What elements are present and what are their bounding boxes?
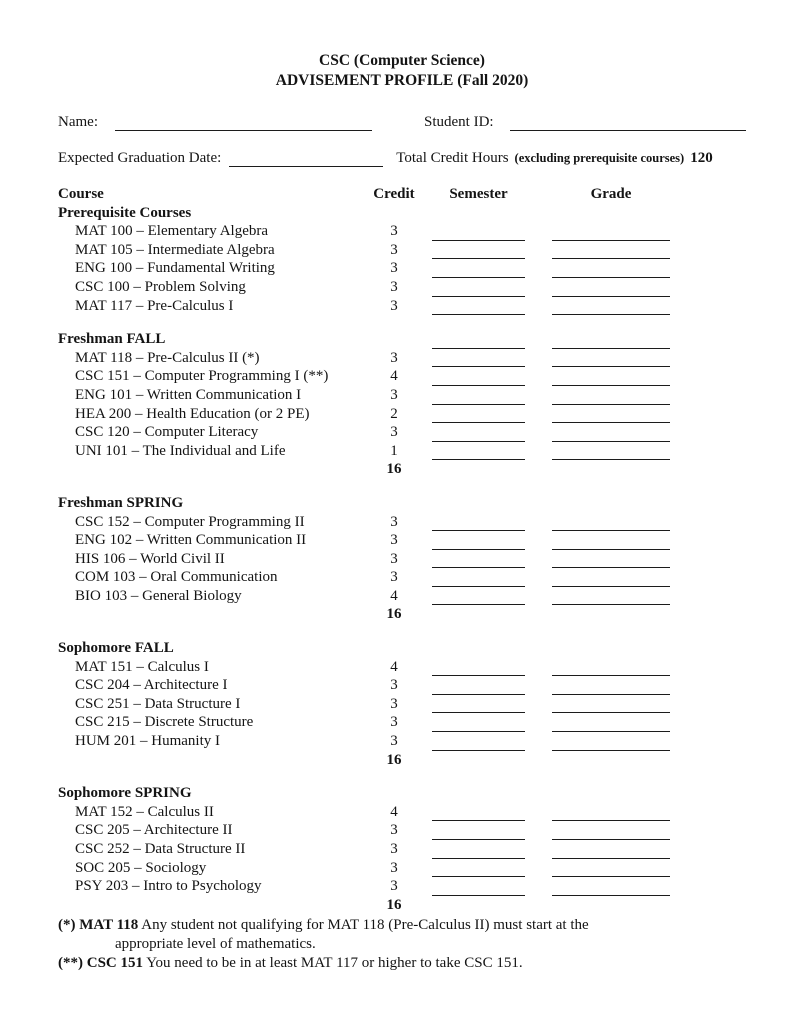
grade-field[interactable] [552,551,670,568]
course-row [58,568,746,587]
course-name: CSC 204 – Architecture I [75,677,228,694]
course-name: CSC 205 – Architecture II [75,822,233,839]
course-credit: 3 [390,859,398,876]
course-row [58,840,746,859]
course-credit: 3 [390,386,398,403]
semester-field[interactable] [432,879,525,896]
student-id-label: Student ID: [424,114,494,130]
section-heading-row [58,639,746,658]
course-credit: 3 [390,241,398,258]
course-name: SOC 205 – Sociology [75,859,207,876]
grade-field[interactable] [552,514,670,531]
semester-field[interactable] [432,551,525,568]
course-name: CSC 152 – Computer Programming II [75,513,305,530]
grade-field[interactable] [552,425,670,442]
course-row [58,713,746,732]
course-section [58,639,746,769]
footnote [58,916,746,953]
course-row [58,297,746,316]
course-row [58,803,746,822]
course-row [58,367,746,386]
semester-field[interactable] [432,804,525,821]
section-total-row [58,896,746,915]
semester-field[interactable] [432,425,525,442]
course-name: CSC 100 – Problem Solving [75,278,246,295]
course-credit: 3 [390,878,398,895]
grade-field[interactable] [552,715,670,732]
grade-blank-line[interactable] [552,332,670,349]
semester-field[interactable] [432,298,525,315]
course-row [58,695,746,714]
course-row [58,442,746,461]
section-total-row [58,460,746,479]
section-heading-row [58,204,746,223]
course-row [58,259,746,278]
course-credit: 4 [390,803,398,820]
grade-column-header: Grade [590,186,632,202]
course-column-header: Course [58,186,104,202]
course-credit: 4 [390,587,398,604]
section-rows [58,513,746,606]
course-credit: 3 [390,513,398,530]
course-credit: 3 [390,714,398,731]
course-row [58,423,746,442]
course-name: ENG 100 – Fundamental Writing [75,260,275,277]
course-name: CSC 251 – Data Structure I [75,695,241,712]
course-row [58,405,746,424]
course-row [58,222,746,241]
course-credit: 3 [390,822,398,839]
course-row [58,821,746,840]
section-total: 16 [386,896,402,913]
course-credit: 3 [390,532,398,549]
course-name: ENG 101 – Written Communication I [75,386,302,403]
footnote-marker: (*) [58,917,76,934]
name-label: Name: [58,114,98,130]
course-name: BIO 103 – General Biology [75,587,242,604]
section-heading: Sophomore FALL [58,640,174,657]
name-id-row [58,111,746,131]
grade-field[interactable] [552,842,670,859]
course-section [58,784,746,914]
section-total: 16 [386,461,402,478]
course-row [58,550,746,569]
course-row [58,658,746,677]
course-credit: 3 [390,297,398,314]
grade-field[interactable] [552,804,670,821]
grade-field[interactable] [552,570,670,587]
section-heading-row [58,330,746,349]
grade-field[interactable] [552,696,670,713]
grade-field[interactable] [552,734,670,751]
course-credit: 3 [390,841,398,857]
section-heading-row [58,784,746,803]
footnote-marker: (**) [58,954,83,971]
footnote-text: Any student not qualifying for MAT 118 (Pre-Calculus II) must start at the [141,917,589,934]
course-name: UNI 101 – The Individual and Life [75,442,286,459]
semester-field[interactable] [432,734,525,751]
course-row [58,877,746,896]
grade-field[interactable] [552,280,670,297]
total-credits-note: (excluding prerequisite courses) [514,151,685,165]
course-name: ENG 102 – Written Communication II [75,532,307,549]
total-credits-label: Total Credit Hours [396,150,509,166]
semester-field[interactable] [432,514,525,531]
course-name: CSC 252 – Data Structure II [75,841,246,857]
semester-field[interactable] [432,860,525,877]
grade-field[interactable] [552,443,670,460]
course-credit: 3 [390,349,398,366]
grade-field[interactable] [552,659,670,676]
section-heading: Sophomore SPRING [58,785,192,802]
footnotes [58,916,746,972]
section-total: 16 [386,606,402,623]
course-table [58,185,746,914]
course-row [58,859,746,878]
course-name: MAT 117 – Pre-Calculus I [75,297,234,314]
course-section [58,330,746,479]
course-row [58,241,746,260]
course-credit: 3 [390,695,398,712]
course-name: HEA 200 – Health Education (or 2 PE) [75,405,310,422]
footnote-text: appropriate level of mathematics. [115,935,316,952]
semester-field[interactable] [432,678,525,695]
course-credit: 3 [390,550,398,567]
course-credit: 4 [390,368,398,385]
course-row [58,676,746,695]
course-section [58,494,746,624]
semester-field[interactable] [432,242,525,259]
semester-field[interactable] [432,350,525,367]
course-credit: 3 [390,223,398,240]
semester-blank-line[interactable] [432,332,525,349]
grade-field[interactable] [552,588,670,605]
semester-field[interactable] [432,388,525,405]
course-name: CSC 215 – Discrete Structure [75,714,254,731]
course-name: PSY 203 – Intro to Psychology [75,878,262,895]
doc-title-line2: ADVISEMENT PROFILE (Fall 2020) [275,72,529,89]
grade-field[interactable] [552,298,670,315]
credit-column-header: Credit [373,186,415,202]
course-credit: 2 [390,405,398,422]
course-row [58,278,746,297]
course-name: CSC 120 – Computer Literacy [75,424,259,441]
doc-title-line1: CSC (Computer Science) [319,52,485,69]
section-rows [58,349,746,461]
table-header-row [58,185,746,204]
course-credit: 4 [390,658,398,675]
section-total-row [58,751,746,770]
grade-field[interactable] [552,533,670,550]
name-field[interactable] [115,112,372,131]
semester-field[interactable] [432,261,525,278]
course-name: MAT 118 – Pre-Calculus II (*) [75,349,260,366]
grade-field[interactable] [552,350,670,367]
section-heading: Freshman FALL [58,331,166,348]
course-name: HIS 106 – World Civil II [75,550,225,567]
grade-field[interactable] [552,369,670,386]
course-credit: 3 [390,424,398,441]
semester-field[interactable] [432,224,525,241]
semester-field[interactable] [432,443,525,460]
grade-field[interactable] [552,823,670,840]
course-row [58,531,746,550]
course-row [58,349,746,368]
semester-field[interactable] [432,406,525,423]
grade-field[interactable] [552,678,670,695]
course-name: HUM 201 – Humanity I [75,733,220,750]
grade-field[interactable] [552,261,670,278]
grad-date-label: Expected Graduation Date: [58,150,222,166]
semester-field[interactable] [432,696,525,713]
semester-field[interactable] [432,570,525,587]
semester-field[interactable] [432,659,525,676]
grade-field[interactable] [552,224,670,241]
semester-field[interactable] [432,280,525,297]
section-total-row [58,605,746,624]
course-credit: 1 [390,442,398,459]
section-heading-row [58,494,746,513]
footnote-text: You need to be in at least MAT 117 or higher to take CSC 151. [146,954,523,971]
course-row [58,386,746,405]
course-credit: 3 [390,569,398,586]
section-rows [58,803,746,896]
course-section [58,204,746,316]
semester-field[interactable] [432,715,525,732]
course-row [58,732,746,751]
grade-field[interactable] [552,388,670,405]
grade-field[interactable] [552,879,670,896]
grade-field[interactable] [552,242,670,259]
semester-field[interactable] [432,842,525,859]
section-total: 16 [386,751,402,768]
semester-field[interactable] [432,533,525,550]
grade-field[interactable] [552,406,670,423]
footnote-course: CSC 151 [86,954,144,971]
section-heading: Freshman SPRING [58,494,184,511]
course-credit: 3 [390,677,398,694]
footnote [58,954,746,973]
footnote-course: MAT 118 [79,917,139,934]
student-id-field[interactable] [510,112,746,131]
course-credit: 3 [390,278,398,295]
semester-field[interactable] [432,369,525,386]
semester-field[interactable] [432,823,525,840]
course-name: CSC 151 – Computer Programming I (**) [75,368,329,385]
total-credits-value: 120 [690,150,713,166]
section-heading: Prerequisite Courses [58,204,192,221]
doc-title [58,0,746,91]
course-name: MAT 100 – Elementary Algebra [75,223,269,240]
course-name: MAT 152 – Calculus II [75,803,214,820]
semester-column-header: Semester [449,186,508,202]
table-sections [58,204,746,915]
course-name: COM 103 – Oral Communication [75,569,278,586]
semester-field[interactable] [432,588,525,605]
course-credit: 3 [390,260,398,277]
course-credit: 3 [390,733,398,750]
graduation-credits-row [58,147,746,167]
section-rows [58,222,746,315]
grade-field[interactable] [552,860,670,877]
section-rows [58,658,746,751]
course-name: MAT 151 – Calculus I [75,658,209,675]
course-row [58,513,746,532]
course-name: MAT 105 – Intermediate Algebra [75,241,275,258]
course-row [58,587,746,606]
grad-date-field[interactable] [229,148,383,167]
